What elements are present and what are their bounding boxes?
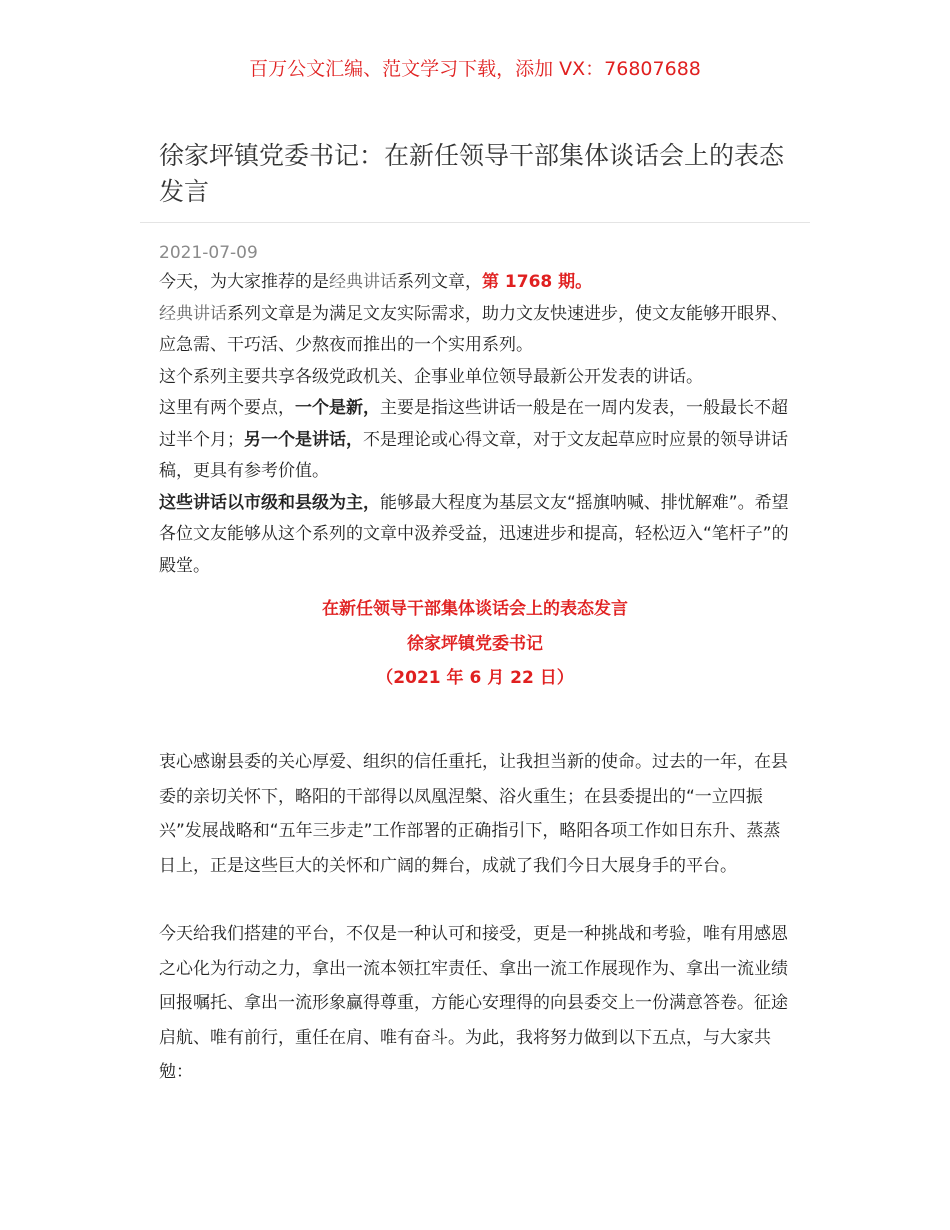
intro-text: 能够最大程度为基层文友“摇旗呐喊、排忧解难”。希望各位文友能够从这个系列的文章中汲养受益，迅速进步和提高，轻松迈入“笔杆子”的殿堂。 [159,492,789,576]
publish-date: 2021-07-09 [159,243,258,263]
speech-date: （2021 年 6 月 22 日） [376,668,574,688]
intro-paragraph [159,299,791,362]
series-tag: 经典讲话 [159,303,227,324]
intro-paragraph [159,488,791,583]
series-intro [159,267,791,582]
intro-text: 不是理论或心得文章，对于文友起草应时应景的领导讲话稿，更具有参考价值。 [159,429,788,481]
article-title: 徐家坪镇党委书记：在新任领导干部集体谈话会上的表态发言 [159,141,785,206]
promo-banner: 百万公文汇编、范文学习下载，添加 VX：76807688 [249,58,701,80]
speech-title: 在新任领导干部集体谈话会上的表态发言 [322,599,628,619]
speech-paragraph: 衷心感谢县委的关心厚爱、组织的信任重托，让我担当新的使命。过去的一年，在县委的亲切关怀下，略阳的干部得以凤凰涅槃、浴火重生；在县委提出的“一立四振兴”发展战略和“五年三步走”工作部署的正确指引下，略阳各项工作如日东升、蒸蒸日上，正是这些巨大的关怀和广阔的舞台，成就了我们今日大展身手的平台。 [159,752,788,876]
article [140,138,810,1090]
intro-paragraph [159,393,791,488]
key-point-new: 一个是新， [295,398,380,418]
issue-number: 第 1768 期。 [482,272,593,292]
series-tag: 经典讲话 [329,272,397,292]
intro-paragraph: 这个系列主要共享各级党政机关、企事业单位领导最新公开发表的讲话。 [159,366,703,387]
intro-text: 今天，为大家推荐的是 [159,272,329,292]
article-body [140,241,810,1090]
key-point-level: 这些讲话以市级和县级为主， [159,492,380,513]
intro-paragraph [159,267,791,299]
intro-text: 系列文章， [397,272,482,292]
intro-text: 系列文章是为满足文友实际需求，助力文友快速进步，使文友能够开眼界、应急需、干巧活、少熬夜而推出的一个实用系列。 [159,303,788,355]
speech-paragraph: 今天给我们搭建的平台，不仅是一种认可和接受，更是一种挑战和考验，唯有用感恩之心化为行动之力，拿出一流本领扛牢责任、拿出一流工作展现作为、拿出一流业绩回报嘱托、拿出一流形象赢得尊重，方能心安理得的向县委交上一份满意答卷。征途启航、唯有前行，重任在肩、唯有奋斗。为此，我将努力做到以下五点，与大家共勉： [159,924,788,1082]
title-divider [140,222,810,223]
key-point-speech: 另一个是讲话， [244,429,363,450]
intro-text: 主要是指这些讲话一般是在一周内发表，一般最长不超过半个月； [159,398,788,450]
intro-text: 这里有两个要点， [159,398,295,418]
speech-speaker: 徐家坪镇党委书记 [407,634,543,654]
